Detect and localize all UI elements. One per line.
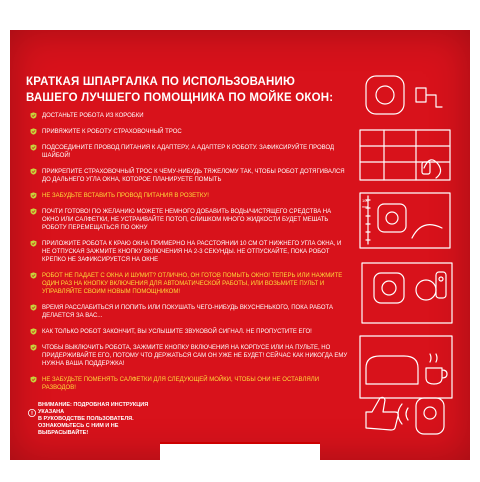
step-text: ПРИКРЕПИТЕ СТРАХОВОЧНЫЙ ТРОС К ЧЕМУ-НИБУДЬ ТЯЖЕЛОМУ ТАК, ЧТОБЫ РОБОТ ДОТЯГИВАЛСЯ ДО ДАЛЬНЕГО УГЛА ОКНА, КОТОРОЕ ПЛАНИРУЕТЕ ПОМЫТЬ [42, 169, 345, 183]
robot-icon [366, 76, 442, 114]
step-item [30, 168, 348, 184]
step-text: КАК ТОЛЬКО РОБОТ ЗАКОНЧИТ, ВЫ УСЛЫШИТЕ ЗВУКОВОЙ СИГНАЛ. НЕ ПРОПУСТИТЕ ЕГО! [42, 329, 312, 335]
step-item [30, 192, 348, 200]
step-text: РОБОТ НЕ ПАДАЕТ С ОКНА И ШУМИТ? ОТЛИЧНО, ОН ГОТОВ ПОМЫТЬ ОКНО! ТЕПЕРЬ ИЛИ НАЖМИТЕ ОДИН РАЗ НА КНОПКУ ВКЛЮЧЕНИЯ ДЛЯ АВТОМАТИЧЕСКОЙ РАБОТЫ, ИЛИ ВОЗЬМИТЕ ПУЛЬТ И УПРАВЛЯЙТЕ СВОИМ НОВЫМ ПОМОЩНИКОМ! [42, 273, 343, 295]
note-line-1: ВНИМАНИЕ: ПОДРОБНАЯ ИНСТРУКЦИЯ УКАЗАНА [38, 402, 149, 415]
warning-icon [28, 404, 36, 412]
step-text: НЕ ЗАБУДЬТЕ ПОМЕНЯТЬ САЛФЕТКИ ДЛЯ СЛЕДУЮЩЕЙ МОЙКИ, ЧТОБЫ ОНИ НЕ ОСТАВЛЯЛИ РАЗВОДОВ! [42, 377, 320, 391]
step-text: ВРЕМЯ РАССЛАБИТЬСЯ И ПОПИТЬ ИЛИ ПОКУШАТЬ ЧЕГО-НИБУДЬ ВКУСНЕНЬКОГО, ПОКА РАБОТА ДЕЛАЕТСЯ ЗА ВАС... [42, 305, 333, 319]
note-line-2: В РУКОВОДСТВЕ ПОЛЬЗОВАТЕЛЯ. [38, 416, 134, 422]
check-shield-icon [30, 128, 37, 135]
step-item [30, 344, 348, 368]
remote-icon [362, 263, 452, 323]
check-shield-icon [30, 168, 37, 175]
illustration-drawing [356, 68, 456, 438]
check-shield-icon [30, 112, 37, 119]
step-item [30, 328, 348, 336]
step-text: ДОСТАНЬТЕ РОБОТА ИЗ КОРОБКИ [42, 113, 144, 119]
step-item [30, 240, 348, 264]
check-shield-icon [30, 192, 37, 199]
check-shield-icon [30, 272, 37, 279]
check-shield-icon [30, 344, 37, 351]
check-shield-icon [30, 328, 37, 335]
step-item [30, 272, 348, 296]
coffee-icon [360, 336, 452, 398]
step-item [30, 208, 348, 232]
illustration-column [356, 68, 456, 438]
ruler-unit: mm [362, 205, 368, 209]
box-flap [160, 442, 320, 482]
page-title [26, 74, 356, 106]
step-item [30, 144, 348, 160]
step-text: ЧТОБЫ ВЫКЛЮЧИТЬ РОБОТА, ЗАЖМИТЕ КНОПКУ ВКЛЮЧЕНИЯ НА КОРПУСЕ ИЛИ НА ПУЛЬТЕ, НО ПРИДЕРЖИВАЙТЕ ЕГО, ПОТОМУ ЧТО ДЕРЖАТЬСЯ САМ ОН УЖЕ НЕ БУДЕТ! СЕЙЧАС КАК НИКОГДА ЕМУ НУЖНА ВАША ПОДДЕРЖКА! [42, 345, 348, 367]
attention-note [38, 402, 158, 437]
check-shield-icon [30, 240, 37, 247]
title-line-2: ВАШЕГО ЛУЧШЕГО ПОМОЩНИКА ПО МОЙКЕ ОКОН: [26, 92, 334, 104]
ruler-label: 100 [362, 198, 369, 203]
steps-list [30, 112, 348, 392]
title-line-1: КРАТКАЯ ШПАРГАЛКА ПО ИСПОЛЬЗОВАНИЮ [26, 76, 296, 88]
step-text: ПРИВЯЖИТЕ К РОБОТУ СТРАХОВОЧНЫЙ ТРОС [42, 129, 182, 135]
rope-icon [360, 130, 450, 180]
step-item [30, 128, 348, 136]
check-shield-icon [30, 376, 37, 383]
step-item [30, 304, 348, 320]
step-text: НЕ ЗАБУДЬТЕ ВСТАВИТЬ ПРОВОД ПИТАНИЯ В РОЗЕТКУ! [42, 193, 209, 199]
check-shield-icon [30, 208, 37, 215]
step-item [30, 112, 348, 120]
step-text: ПРИЛОЖИТЕ РОБОТА К КРАЮ ОКНА ПРИМЕРНО НА РАССТОЯНИИ 10 СМ ОТ НИЖНЕГО УГЛА ОКНА, И НЕ ОТПУСКАЯ ЗАЖМИТЕ КНОПКУ ВКЛЮЧЕНИЯ НА 2-3 СЕКУНДЫ. НЕ ОТПУСКАЙТЕ, ПОКА РОБОТ КРЕПКО НЕ ЗАФИКСИРУЕТСЯ НА ОКНЕ [42, 241, 342, 263]
thumbs-up-icon [366, 397, 398, 430]
ruler-icon [360, 193, 450, 248]
step-text: ПОЧТИ ГОТОВО! ПО ЖЕЛАНИЮ МОЖЕТЕ НЕМНОГО ДОБАВИТЬ ВОДЫ/ЧИСТЯЩЕГО СРЕДСТВА НА ОКНО ИЛИ САЛФЕТКИ, НЕ УСТРАИВАЙТЕ ПОТОП, СЛИШКОМ МНОГО ЖИДКОСТИ БУДЕТ МЕШАТЬ РОБОТУ ПЕРЕМЕЩАТЬСЯ ПО ОКНУ [42, 209, 332, 231]
sound-icon [398, 398, 444, 434]
note-line-3: ОЗНАКОМЬТЕСЬ С НИМ И НЕ ВЫБРАСЫВАЙТЕ! [38, 423, 119, 436]
step-text: ПОДСОЕДИНИТЕ ПРОВОД ПИТАНИЯ К АДАПТЕРУ, А АДАПТЕР К РОБОТУ. ЗАФИКСИРУЙТЕ ПРОВОД ШАЙБОЙ! [42, 145, 335, 159]
check-shield-icon [30, 304, 37, 311]
check-shield-icon [30, 144, 37, 151]
step-item [30, 376, 348, 392]
